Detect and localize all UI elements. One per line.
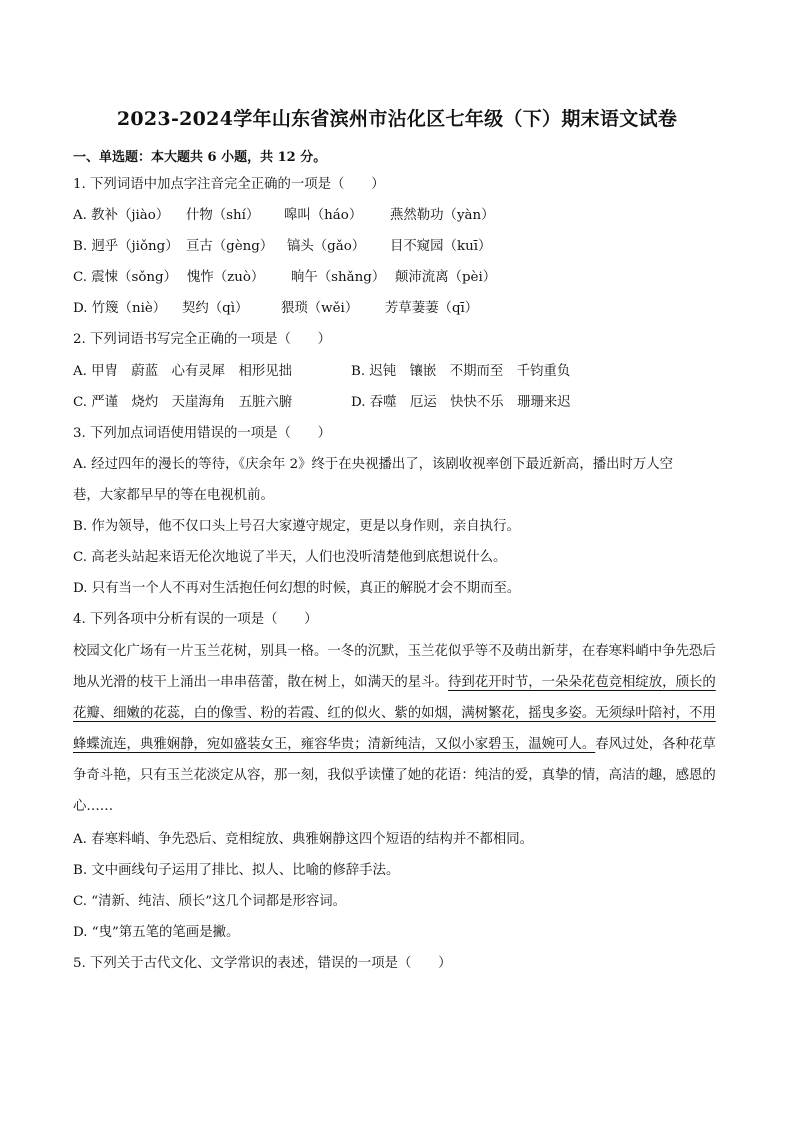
question-4-option-a: A. 春寒料峭、争先恐后、竞相绽放、典雅娴静这四个短语的结构并不都相同。 (73, 832, 534, 847)
question-1-stem: 1. 下列词语中加点字注音完全正确的一项是（ ） (73, 177, 385, 192)
q1-a-term-2: 什物（shí） (186, 208, 260, 223)
q1-c-term-2: 愧怍（zuò） (187, 270, 265, 285)
question-2-option-a: A. 甲冑 蔚蓝 心有灵犀 相形见拙 (73, 364, 293, 379)
q1-b-term-3: 镐头（gǎo） (287, 239, 366, 254)
question-4-option-b: B. 文中画线句子运用了排比、拟人、比喻的修辞手法。 (73, 863, 400, 878)
q1-d-term-1: D. 竹篾（niè） (73, 301, 167, 316)
q1-d-term-3: 猥琐（wěi） (281, 301, 359, 316)
question-1-option-a (73, 206, 495, 226)
q1-d-term-2: 契约（qì） (182, 301, 249, 316)
question-4-option-d: D. “曳”第五笔的笔画是撇。 (73, 925, 240, 940)
passage-plain-start: 校园文化广场有一片玉兰花树，别具一格。一冬的沉默，玉兰花似乎等不及萌出新芽，在春寒料峭中争先恐后地从光滑的枝干上涌出一串串蓓蕾，散在树上，如满天的星斗。 (73, 644, 716, 690)
q1-a-term-3: 嗥叫（háo） (284, 208, 363, 223)
q1-b-term-4: 目不窥园（kuī） (390, 239, 492, 254)
question-5-stem: 5. 下列关于古代文化、文学常识的表述，错误的一项是（ ） (73, 956, 452, 971)
passage-plain-end: 春风过处，各种花草争奇斗艳，只有玉兰花淡定从容，那一刻，我似乎读懂了她的花语：纯洁的爱，真挚的情，高洁的趣，感恩的心…… (73, 737, 716, 814)
q1-a-term-4: 燕然勒功（yàn） (390, 208, 495, 223)
question-3-option-d: D. 只有当一个人不再对生活抱任何幻想的时候，真正的解脱才会不期而至。 (73, 581, 521, 596)
q1-a-term-1: A. 教补（jiào） (73, 208, 170, 223)
question-3-option-a-line-2: 巷，大家都早早的等在电视机前。 (73, 488, 274, 503)
passage-underlined-sentence: 待到花开时节，一朵朵花苞竞相绽放，颀长的花瓣、细嫩的花蕊，白的像雪、粉的若霞、红的似火、紫的如烟，满树繁花，摇曳多姿。无须绿叶陪衬，不用蜂蝶流连，典雅娴静，宛如盛装女王，雍容华贵；清新纯洁，又似小家碧玉，温婉可人。 (73, 675, 716, 752)
q1-d-term-4: 芳草萋萋（qī） (385, 301, 479, 316)
question-3-option-b: B. 作为领导，他不仅口头上号召大家遵守规定，更是以身作则，亲自执行。 (73, 519, 520, 534)
q1-c-term-4: 颠沛流离（pèi） (395, 270, 497, 285)
q1-c-term-3: 晌午（shǎng） (291, 270, 386, 285)
question-1-option-d (73, 299, 478, 319)
q1-b-term-1: B. 迥乎（jiǒng） (73, 239, 179, 254)
section-header: 一、单选题：本大题共 6 小题，共 12 分。 (73, 150, 327, 165)
question-4-passage (73, 636, 721, 822)
q1-c-term-1: C. 震悚（sǒng） (73, 270, 177, 285)
question-3-stem: 3. 下列加点词语使用错误的一项是（ ） (73, 426, 332, 441)
question-2-option-b: B. 迟钝 镶嵌 不期而至 千钧重负 (351, 364, 571, 379)
question-2-option-c: C. 严谨 烧灼 天崖海角 五脏六腑 (73, 395, 293, 410)
question-1-option-c (73, 268, 496, 288)
question-4-option-c: C. “清新、纯洁、颀长”这几个词都是形容词。 (73, 894, 347, 909)
q1-b-term-2: 亘古（gèng） (186, 239, 274, 254)
page-title: 2023-2024学年山东省滨州市沾化区七年级（下）期末语文试卷 (116, 108, 678, 130)
question-3-option-a-line-1: A. 经过四年的漫长的等待，《庆余年 2》终于在央视播出了，该剧收视率创下最近新高，播出时万人空 (73, 457, 674, 472)
question-2-stem: 2. 下列词语书写完全正确的一项是（ ） (73, 332, 332, 347)
question-1-option-b (73, 237, 491, 257)
question-2-option-d: D. 吞噬 厄运 快快不乐 珊珊来迟 (351, 395, 571, 410)
question-3-option-c: C. 高老头站起来语无伦次地说了半天，人们也没听清楚他到底想说什么。 (73, 550, 507, 565)
question-4-stem: 4. 下列各项中分析有误的一项是（ ） (73, 612, 318, 627)
